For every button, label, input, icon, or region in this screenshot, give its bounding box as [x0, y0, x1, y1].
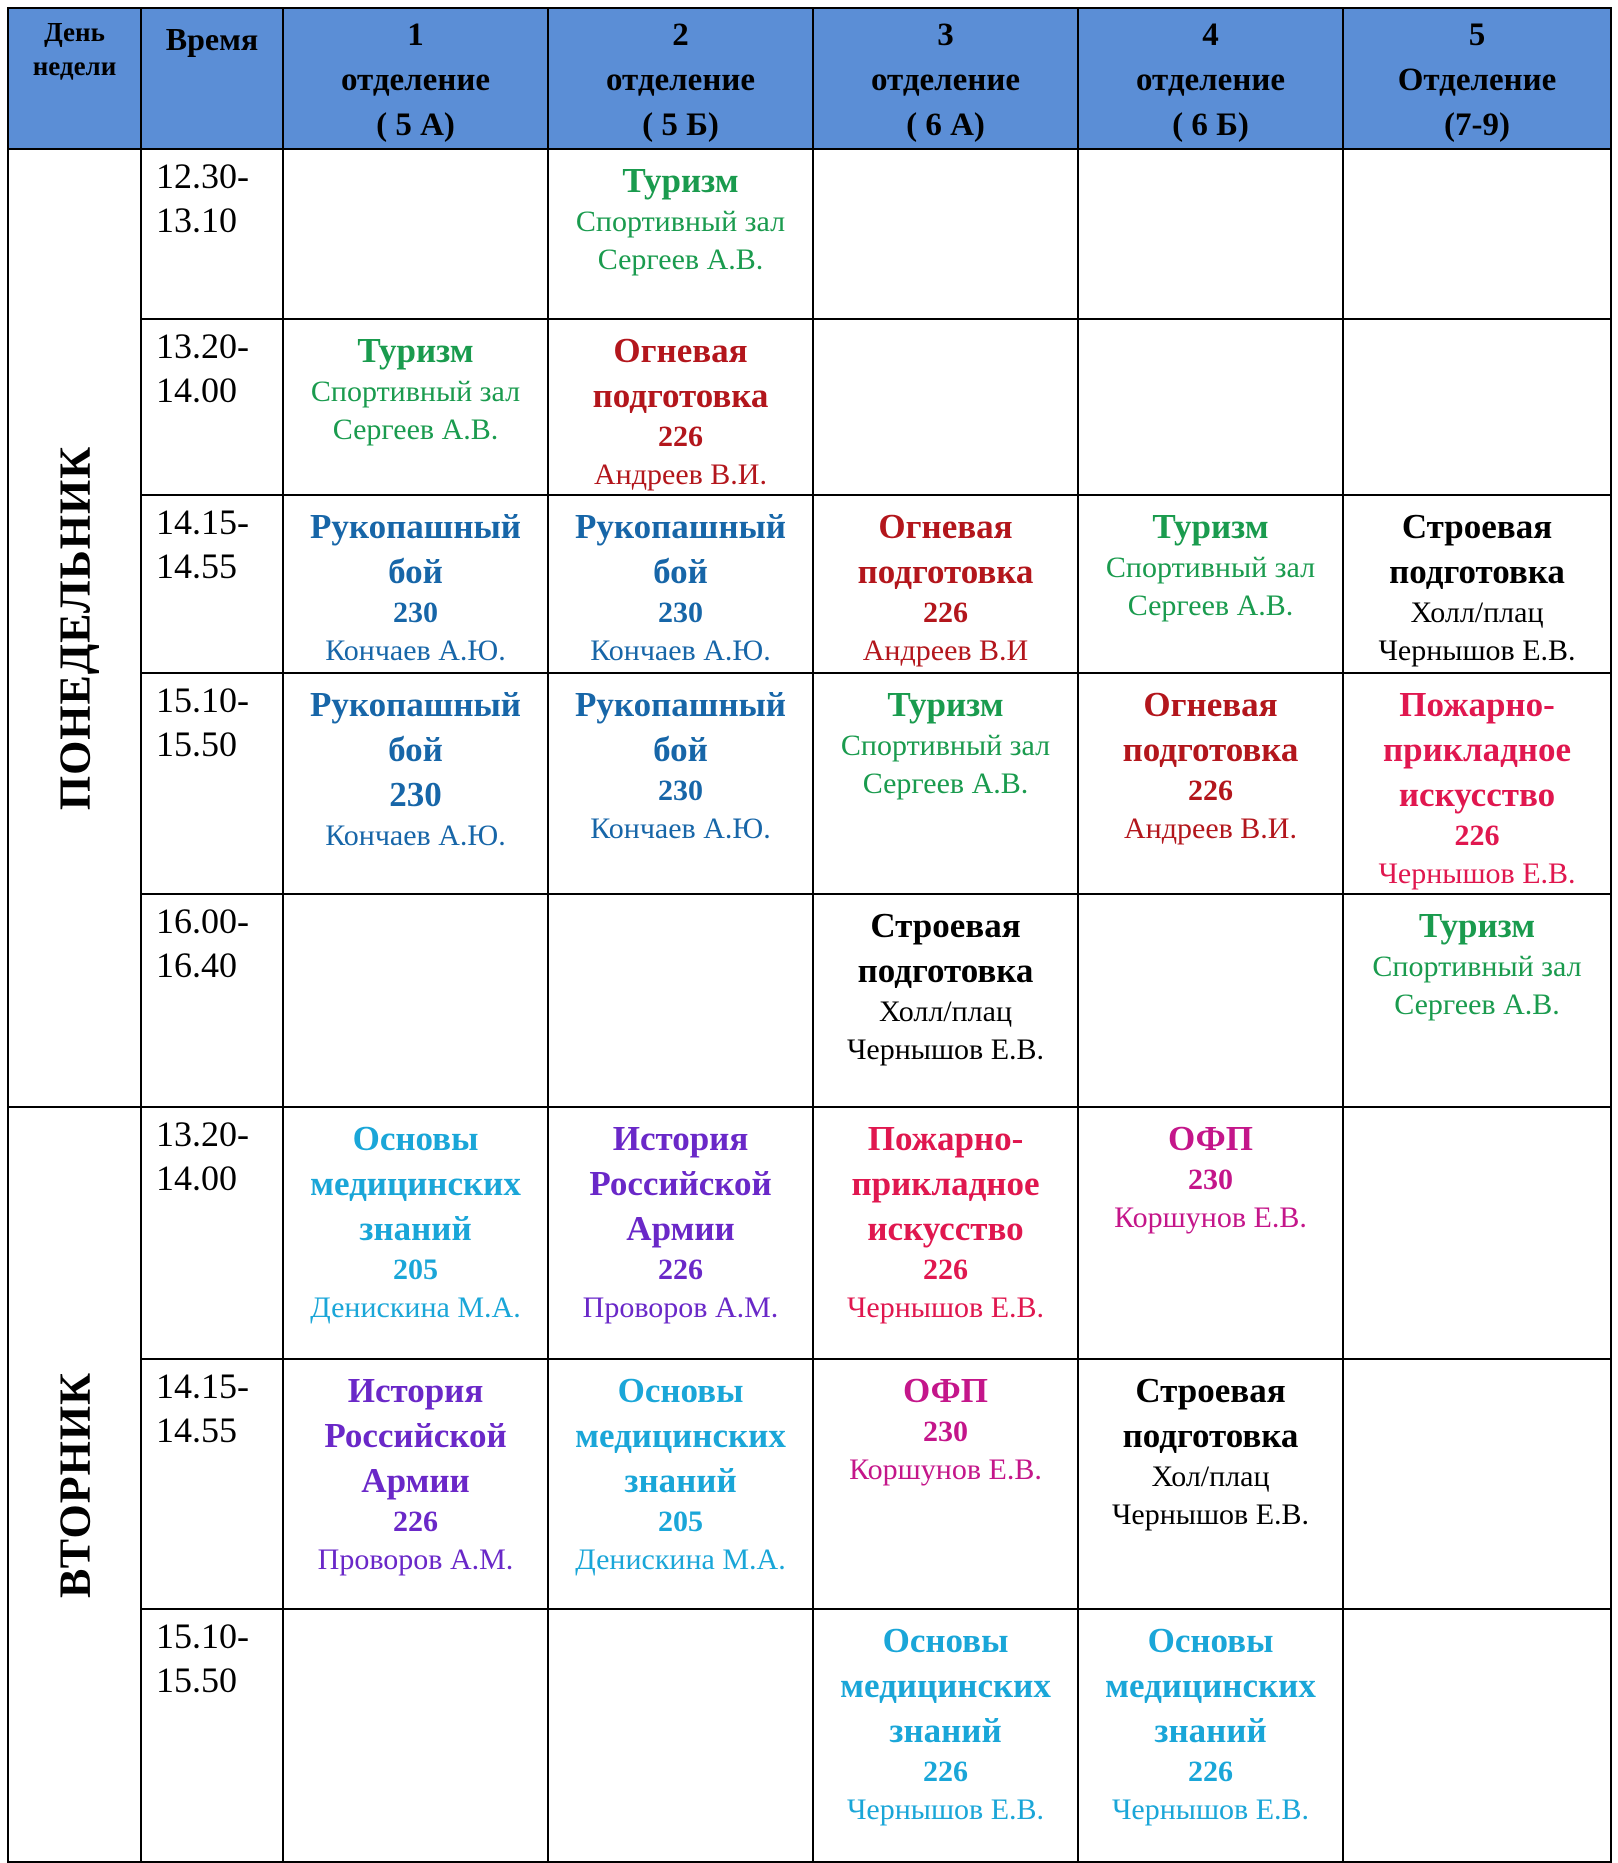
- day-column-header: День недели: [8, 8, 141, 149]
- subject-name: Строевая: [1135, 1371, 1286, 1410]
- subject-name: знаний: [359, 1209, 472, 1248]
- lesson-cell: [1343, 673, 1611, 894]
- header-row: [8, 8, 1611, 149]
- department-header-5: [1343, 8, 1611, 149]
- subject-name: Армии: [361, 1461, 470, 1500]
- department-word: отделение: [340, 62, 490, 98]
- lesson-place: Холл/плац: [1410, 596, 1544, 629]
- subject-name: бой: [653, 552, 708, 591]
- day-cell: [8, 149, 141, 1107]
- day-label: ВТОРНИК: [50, 1371, 99, 1598]
- time-text: 16.00-: [156, 901, 249, 941]
- lesson-cell: [813, 495, 1078, 673]
- time-text: 12.30-: [156, 156, 249, 196]
- room-number: 226: [393, 1505, 438, 1538]
- department-header-3: [813, 8, 1078, 149]
- day-label: ПОНЕДЕЛЬНИК: [50, 445, 99, 811]
- teacher-name: Проворов А.М.: [317, 1543, 514, 1576]
- lesson-cell: [1078, 495, 1343, 673]
- time-text: 14.15-: [156, 1366, 249, 1406]
- room-number: 205: [393, 1253, 438, 1286]
- teacher-name: Денискина М.А.: [310, 1291, 521, 1324]
- department-group: (7-9): [1444, 107, 1510, 143]
- subject-name: Основы: [1147, 1621, 1274, 1660]
- department-header-2: [548, 8, 813, 149]
- subject-name: знаний: [624, 1461, 737, 1500]
- schedule-row: [8, 894, 1611, 1107]
- department-number: 4: [1202, 17, 1219, 53]
- time-text: 15.10-: [156, 680, 249, 720]
- subject-name: искусство: [1398, 775, 1556, 814]
- subject-name: ОФП: [903, 1371, 988, 1410]
- subject-name: Основы: [617, 1371, 744, 1410]
- schedule-row: [8, 1359, 1611, 1609]
- subject-name: прикладное: [1382, 730, 1571, 769]
- lesson-cell: [813, 149, 1078, 319]
- department-number: 2: [672, 17, 689, 53]
- room-number: 226: [1188, 774, 1233, 807]
- teacher-name: Андреев В.И.: [1124, 812, 1297, 845]
- teacher-name: Андреев В.И.: [594, 458, 767, 491]
- subject-name: Российской: [324, 1416, 507, 1455]
- schedule-row: [8, 673, 1611, 894]
- subject-name: бой: [388, 552, 443, 591]
- room-number: 226: [923, 1755, 968, 1788]
- lesson-cell: [1078, 319, 1343, 495]
- time-slot: [141, 149, 283, 319]
- lesson-cell: [283, 149, 548, 319]
- subject-name: Туризм: [1152, 507, 1269, 546]
- schedule-table: [7, 7, 1612, 1863]
- teacher-name: Кончаев А.Ю.: [325, 819, 506, 852]
- department-number: 1: [407, 17, 424, 53]
- subject-name: Основы: [352, 1119, 479, 1158]
- lesson-place: Спортивный зал: [575, 205, 786, 238]
- lesson-cell: [1078, 894, 1343, 1107]
- department-group: ( 5 Б): [642, 107, 719, 143]
- schedule-row: [8, 1107, 1611, 1359]
- subject-name: подготовка: [592, 376, 769, 415]
- room-number: 226: [658, 420, 703, 453]
- schedule-row: [8, 495, 1611, 673]
- subject-name: История: [347, 1371, 484, 1410]
- lesson-cell: [813, 1359, 1078, 1609]
- subject-name: Основы: [882, 1621, 1009, 1660]
- lesson-cell: [283, 495, 548, 673]
- lesson-cell: [1343, 319, 1611, 495]
- lesson-cell: [548, 1609, 813, 1862]
- teacher-name: Сергеев А.В.: [597, 243, 764, 276]
- room-number: 226: [1454, 819, 1500, 852]
- room-number: 205: [658, 1505, 703, 1538]
- schedule-row: [8, 1609, 1611, 1862]
- lesson-cell: [1343, 894, 1611, 1107]
- lesson-cell: [1343, 149, 1611, 319]
- lesson-cell: [1078, 1359, 1343, 1609]
- room-number: 230: [1188, 1163, 1233, 1196]
- subject-name: бой: [653, 730, 708, 769]
- room-number: 230: [658, 596, 703, 629]
- lesson-place: Спортивный зал: [1372, 950, 1582, 983]
- time-text: 15.50: [156, 1660, 237, 1700]
- teacher-name: Сергеев А.В.: [1127, 589, 1294, 622]
- time-text: 13.10: [156, 200, 237, 240]
- teacher-name: Чернышов Е.В.: [1111, 1498, 1310, 1531]
- department-number: 3: [937, 17, 954, 53]
- schedule-row: [8, 319, 1611, 495]
- time-slot: [141, 1609, 283, 1862]
- lesson-cell: [813, 894, 1078, 1107]
- subject-name: Пожарно-: [867, 1119, 1024, 1158]
- lesson-cell: [548, 1107, 813, 1359]
- subject-name: Огневая: [613, 331, 748, 370]
- subject-name: История: [612, 1119, 749, 1158]
- subject-name: Строевая: [1401, 507, 1553, 546]
- subject-name: медицинских: [575, 1416, 786, 1455]
- department-word: Отделение: [1397, 62, 1557, 98]
- day-cell: [8, 1107, 141, 1862]
- teacher-name: Проворов А.М.: [582, 1291, 779, 1324]
- room-number: 230: [393, 596, 438, 629]
- subject-name: Туризм: [622, 161, 739, 200]
- teacher-name: Чернышов Е.В.: [846, 1033, 1045, 1066]
- subject-name: Огневая: [1143, 685, 1278, 724]
- time-text: 14.00: [156, 1158, 237, 1198]
- subject-name: подготовка: [1122, 1416, 1299, 1455]
- time-slot: [141, 673, 283, 894]
- department-header-1: [283, 8, 548, 149]
- room-number: 226: [658, 1253, 703, 1286]
- teacher-name: Чернышов Е.В.: [1378, 857, 1576, 890]
- lesson-cell: [1343, 1107, 1611, 1359]
- room-number: 230: [658, 774, 703, 807]
- teacher-name: Сергеев А.В.: [332, 413, 499, 446]
- lesson-cell: [283, 894, 548, 1107]
- time-text: 15.10-: [156, 1616, 249, 1656]
- lesson-cell: [1078, 1609, 1343, 1862]
- teacher-name: Чернышов Е.В.: [846, 1793, 1045, 1826]
- teacher-name: Кончаев А.Ю.: [590, 634, 771, 667]
- teacher-name: Коршунов Е.В.: [1114, 1201, 1307, 1234]
- time-text: 14.00: [156, 370, 237, 410]
- teacher-name: Кончаев А.Ю.: [325, 634, 506, 667]
- room-number: 226: [923, 596, 968, 629]
- subject-name: подготовка: [857, 951, 1034, 990]
- lesson-cell: [283, 1359, 548, 1609]
- department-number: 5: [1468, 17, 1486, 53]
- time-slot: [141, 1107, 283, 1359]
- subject-name: Армии: [626, 1209, 735, 1248]
- lesson-cell: [1343, 1359, 1611, 1609]
- lesson-cell: [813, 319, 1078, 495]
- subject-name: ОФП: [1168, 1119, 1253, 1158]
- lesson-cell: [548, 319, 813, 495]
- lesson-cell: [813, 1609, 1078, 1862]
- subject-name: медицинских: [310, 1164, 521, 1203]
- time-slot: [141, 1359, 283, 1609]
- lesson-cell: [283, 1609, 548, 1862]
- subject-name: медицинских: [1105, 1666, 1316, 1705]
- time-text: 14.15-: [156, 502, 249, 542]
- subject-name: подготовка: [1122, 730, 1299, 769]
- subject-name: Туризм: [887, 685, 1004, 724]
- time-text: 14.55: [156, 546, 237, 586]
- department-word: отделение: [1135, 62, 1285, 98]
- room-number: 226: [1188, 1755, 1233, 1788]
- time-text: 15.50: [156, 724, 237, 764]
- subject-name: Рукопашный: [575, 685, 786, 724]
- department-group: ( 6 А): [906, 107, 985, 143]
- department-word: отделение: [870, 62, 1020, 98]
- teacher-name: Андреев В.И: [862, 634, 1029, 667]
- subject-name: искусство: [867, 1209, 1024, 1248]
- subject-name: медицинских: [840, 1666, 1051, 1705]
- lesson-cell: [813, 1107, 1078, 1359]
- time-text: 16.40: [156, 945, 237, 985]
- time-text: 13.20-: [156, 1114, 249, 1154]
- room-number: 226: [923, 1253, 968, 1286]
- lesson-place: Хол/плац: [1151, 1460, 1270, 1493]
- time-slot: [141, 495, 283, 673]
- subject-name: Рукопашный: [575, 507, 786, 546]
- teacher-name: Коршунов Е.В.: [849, 1453, 1042, 1486]
- lesson-cell: [548, 149, 813, 319]
- subject-name: знаний: [1154, 1711, 1267, 1750]
- lesson-place: Спортивный зал: [1105, 551, 1316, 584]
- teacher-name: Сергеев А.В.: [862, 767, 1029, 800]
- teacher-name: Чернышов Е.В.: [1378, 634, 1576, 667]
- subject-name: Российской: [589, 1164, 772, 1203]
- lesson-cell: [1078, 673, 1343, 894]
- subject-name: подготовка: [1389, 552, 1565, 591]
- lesson-cell: [1343, 1609, 1611, 1862]
- teacher-name: Чернышов Е.В.: [1111, 1793, 1310, 1826]
- subject-name: Рукопашный: [310, 685, 521, 724]
- department-group: ( 5 А): [376, 107, 455, 143]
- time-slot: [141, 319, 283, 495]
- subject-name: прикладное: [851, 1164, 1040, 1203]
- subject-name: Туризм: [1418, 906, 1536, 945]
- time-text: 13.20-: [156, 326, 249, 366]
- subject-name: Рукопашный: [310, 507, 521, 546]
- lesson-cell: [283, 673, 548, 894]
- lesson-cell: [548, 495, 813, 673]
- lesson-cell: [548, 673, 813, 894]
- time-text: 14.55: [156, 1410, 237, 1450]
- lesson-cell: [548, 1359, 813, 1609]
- time-column-header: Время: [141, 8, 283, 149]
- room-number: 230: [389, 775, 442, 814]
- teacher-name: Чернышов Е.В.: [846, 1291, 1045, 1324]
- lesson-place: Холл/плац: [878, 995, 1013, 1028]
- teacher-name: Кончаев А.Ю.: [590, 812, 771, 845]
- lesson-place: Спортивный зал: [310, 375, 521, 408]
- schedule-body: [8, 149, 1611, 1862]
- subject-name: знаний: [889, 1711, 1002, 1750]
- lesson-cell: [813, 673, 1078, 894]
- lesson-cell: [283, 1107, 548, 1359]
- department-header-4: [1078, 8, 1343, 149]
- subject-name: Строевая: [870, 906, 1021, 945]
- subject-name: Пожарно-: [1399, 685, 1555, 724]
- lesson-cell: [283, 319, 548, 495]
- subject-name: Туризм: [357, 331, 474, 370]
- lesson-cell: [548, 894, 813, 1107]
- department-group: ( 6 Б): [1172, 107, 1249, 143]
- subject-name: Огневая: [878, 507, 1013, 546]
- room-number: 230: [923, 1415, 968, 1448]
- teacher-name: Денискина М.А.: [575, 1543, 786, 1576]
- lesson-cell: [1343, 495, 1611, 673]
- lesson-place: Спортивный зал: [840, 729, 1051, 762]
- lesson-cell: [1078, 149, 1343, 319]
- lesson-cell: [1078, 1107, 1343, 1359]
- subject-name: бой: [388, 730, 443, 769]
- subject-name: подготовка: [857, 552, 1034, 591]
- department-word: отделение: [605, 62, 755, 98]
- schedule-row: [8, 149, 1611, 319]
- teacher-name: Сергеев А.В.: [1394, 988, 1560, 1021]
- time-slot: [141, 894, 283, 1107]
